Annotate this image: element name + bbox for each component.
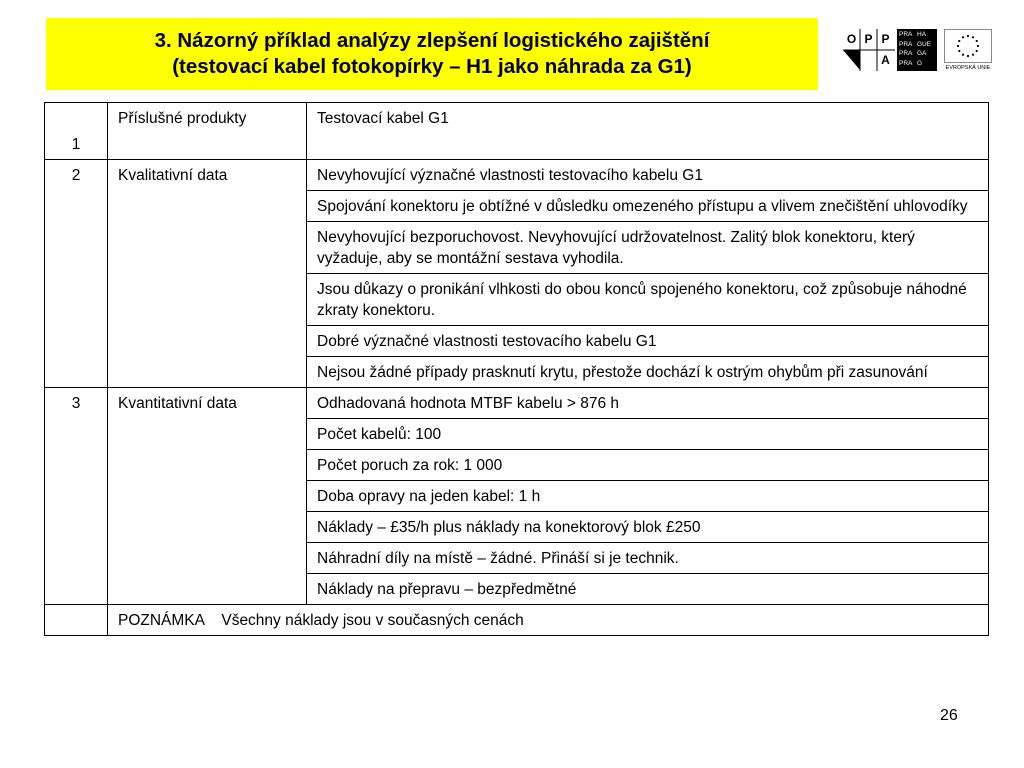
- eu-star: [972, 36, 974, 38]
- row-item: Nevyhovující bezporuchovost. Nevyhovující udržovatelnost. Zalitý blok konektoru, který vyžaduje, aby se montážní sestava vyhodila.: [307, 222, 989, 274]
- row-number: 3: [45, 388, 108, 605]
- eu-star: [972, 54, 974, 56]
- title-line-2: (testovací kabel fotokopírky – H1 jako náhrada za G1): [172, 55, 692, 78]
- eu-star: [958, 50, 960, 52]
- eu-label: EVROPSKÁ UNIE: [945, 65, 991, 71]
- eu-star: [962, 36, 964, 38]
- row-item: Spojování konektoru je obtížné v důsledku omezeného přístupu a vlivem znečištění uhlovodíky: [307, 191, 989, 222]
- table-row: [45, 103, 989, 160]
- eu-star: [976, 50, 978, 52]
- eu-star: [967, 55, 969, 57]
- oppa-grid: [843, 29, 895, 71]
- oppa-letter: P: [864, 32, 873, 46]
- row-category: Kvantitativní data: [108, 388, 307, 605]
- row-item: Testovací kabel G1: [307, 103, 989, 160]
- row-item: Doba opravy na jeden kabel: 1 h: [307, 481, 989, 512]
- oppa-letter: P: [881, 32, 890, 46]
- note-empty-cell: [45, 605, 108, 636]
- row-item: Jsou důkazy o pronikání vlhkosti do obou konců spojeného konektoru, což způsobuje náhodné zkraty konektoru.: [307, 274, 989, 326]
- title-line-1: 3. Názorný příklad analýzy zlepšení logistického zajištění: [154, 29, 710, 52]
- row-item: Odhadovaná hodnota MTBF kabelu > 876 h: [307, 388, 989, 419]
- row-item: Náklady na přepravu – bezpředmětné: [307, 574, 989, 605]
- row-item: Dobré význačné vlastnosti testovacího kabelu G1: [307, 326, 989, 357]
- oppa-logo: [843, 29, 895, 71]
- eu-flag-icon: [944, 29, 992, 63]
- eu-stars: [945, 30, 991, 62]
- row-category: Kvalitativní data: [108, 160, 307, 388]
- note-text: POZNÁMKA Všechny náklady jsou v současných cenách: [108, 605, 989, 636]
- oppa-letter: O: [846, 32, 857, 46]
- table-row: [45, 160, 989, 191]
- row-item: Počet poruch za rok: 1 000: [307, 450, 989, 481]
- eu-star: [958, 40, 960, 42]
- eu-star: [967, 35, 969, 37]
- oppa-letter: A: [881, 53, 890, 67]
- praha-logo: PRA HA PRA GUE PRA GA PRA G: [897, 29, 937, 71]
- analysis-table: [44, 102, 989, 636]
- slide-title: [46, 18, 818, 90]
- note-row: [45, 605, 989, 636]
- eu-logo: [940, 29, 996, 73]
- row-number: 2: [45, 160, 108, 388]
- eu-star: [976, 40, 978, 42]
- row-item: Počet kabelů: 100: [307, 419, 989, 450]
- page-number: 26: [940, 707, 958, 724]
- row-number: 1: [45, 103, 108, 160]
- row-item: Nevyhovující význačné vlastnosti testovacího kabelu G1: [307, 160, 989, 191]
- table-row: [45, 388, 989, 419]
- eu-star: [962, 54, 964, 56]
- row-item: Náklady – £35/h plus náklady na konektorový blok £250: [307, 512, 989, 543]
- eu-star: [957, 45, 959, 47]
- eu-star: [977, 45, 979, 47]
- row-item: Náhradní díly na místě – žádné. Přináší si je technik.: [307, 543, 989, 574]
- row-category: Příslušné produkty: [108, 103, 307, 160]
- row-item: Nejsou žádné případy prasknutí krytu, přestože dochází k ostrým ohybům při zasunování: [307, 357, 989, 388]
